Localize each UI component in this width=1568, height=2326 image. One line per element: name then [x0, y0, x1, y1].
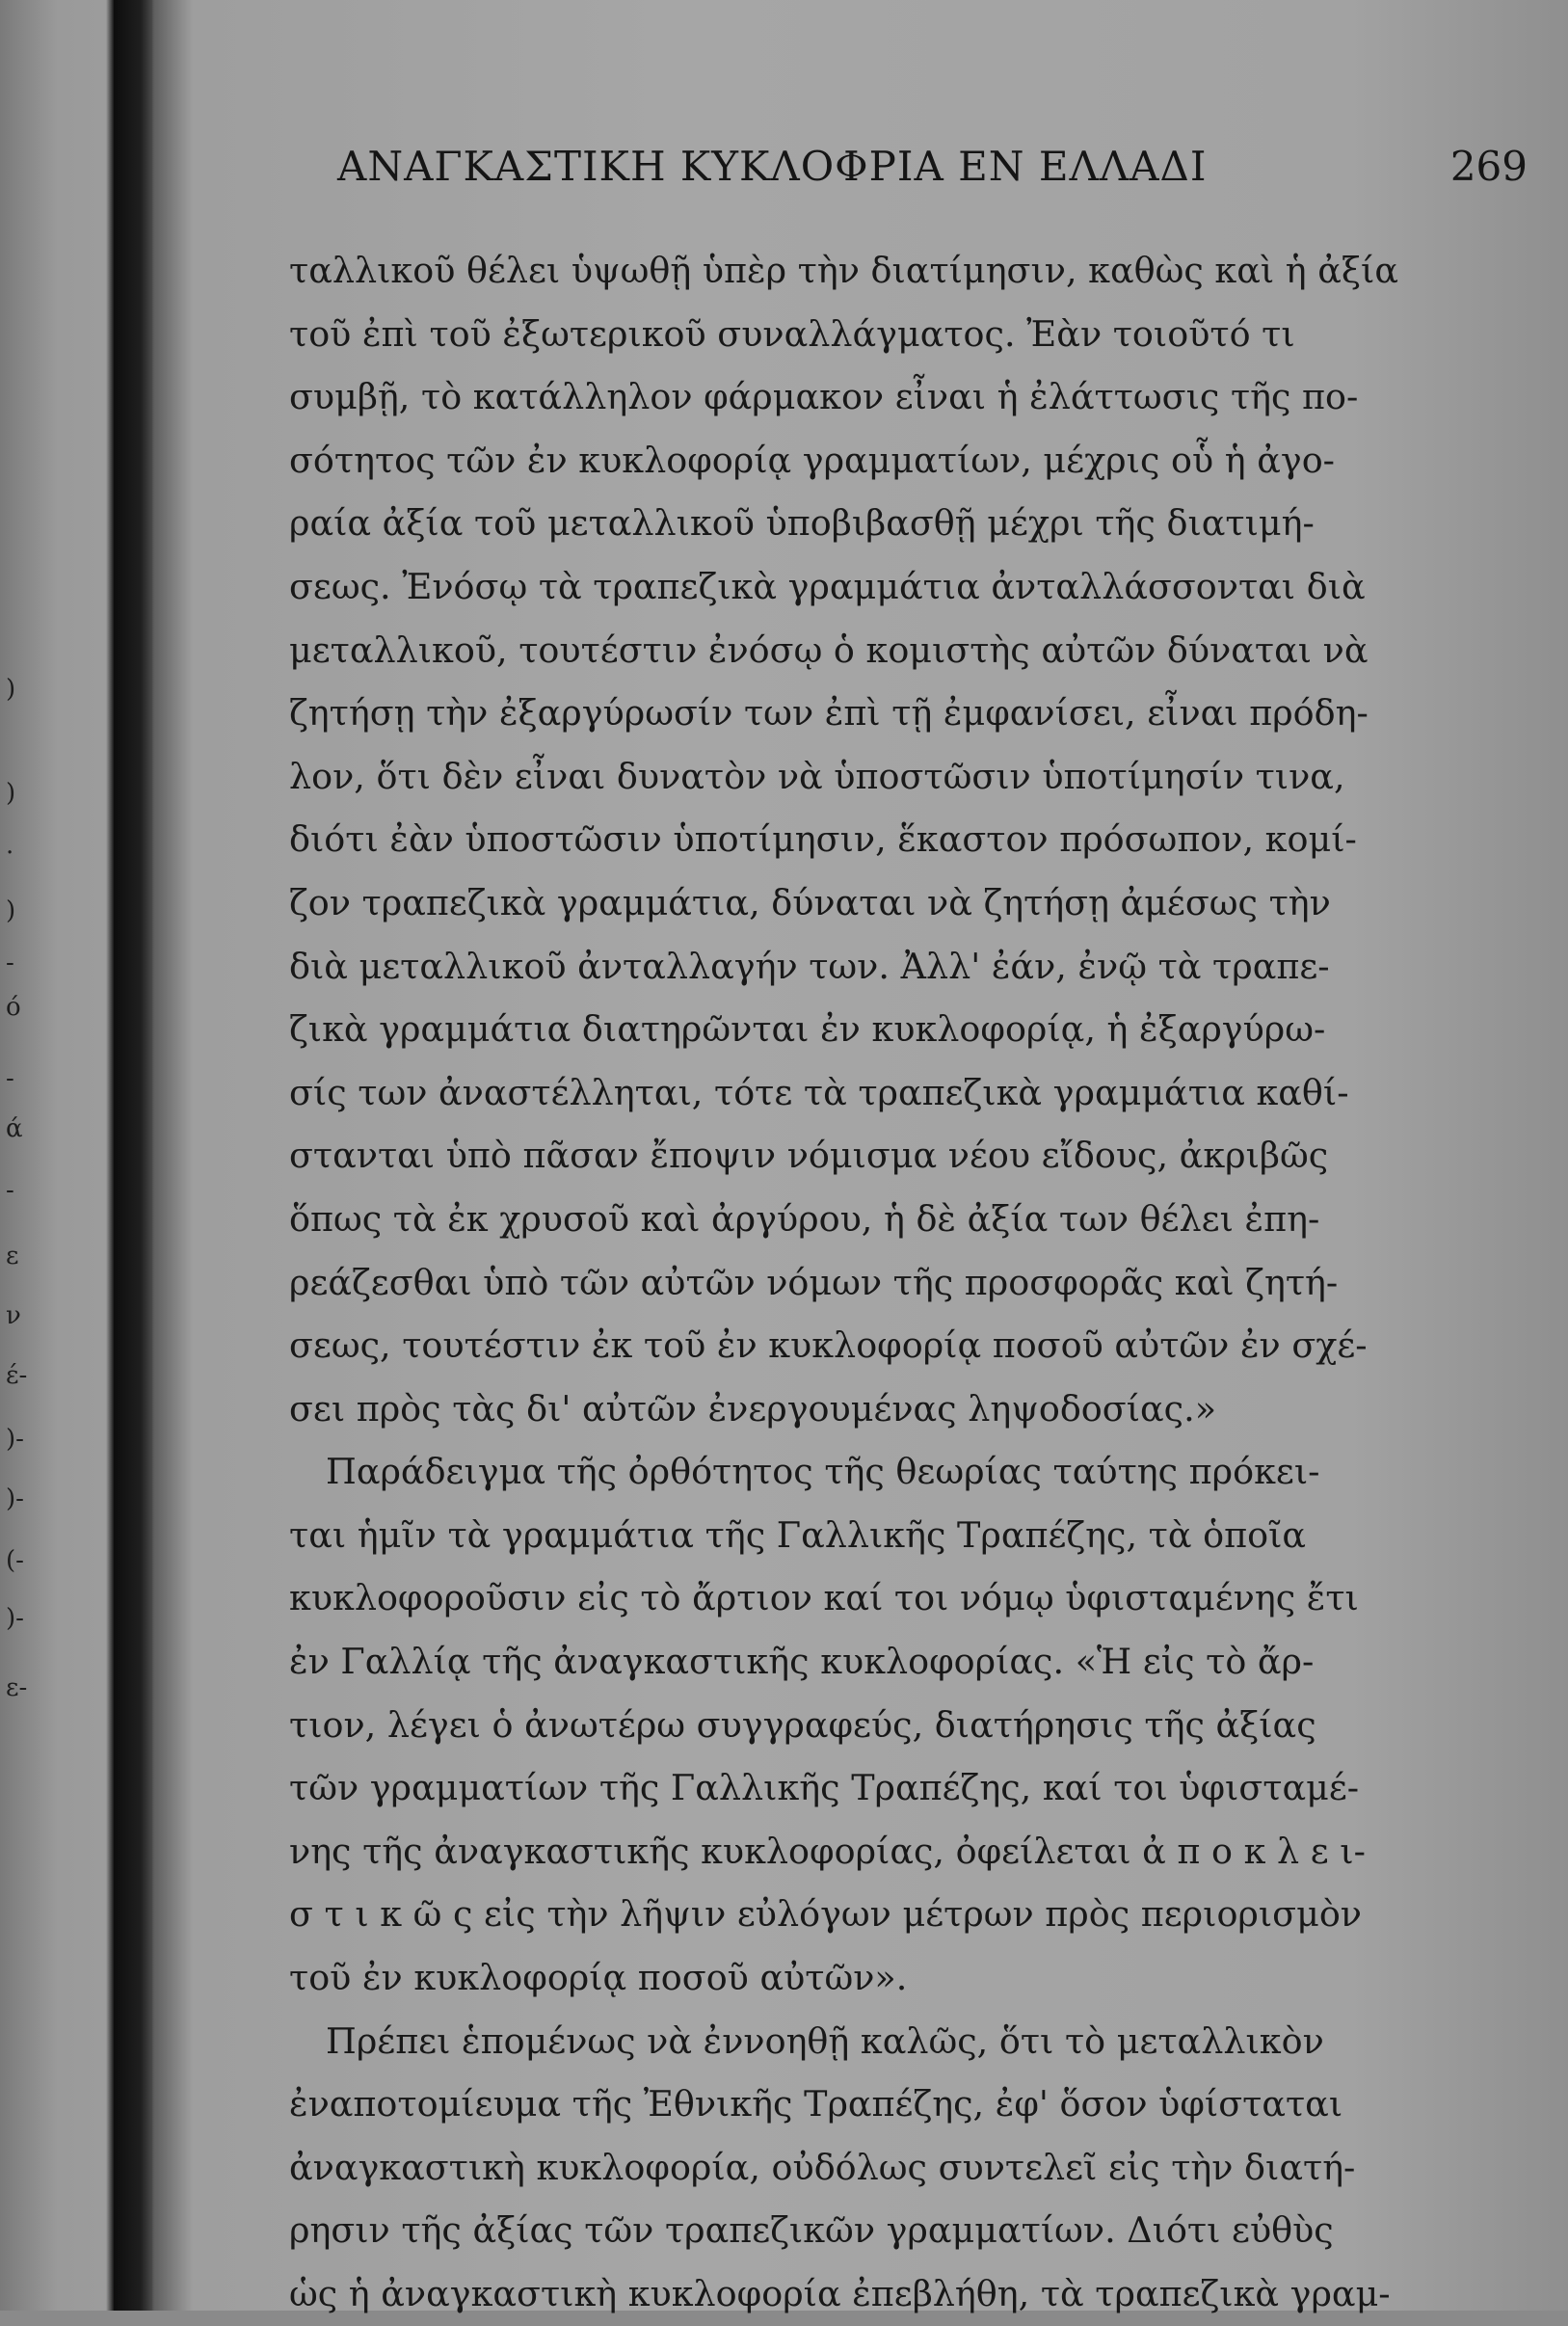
text-line: τοῦ ἐπὶ τοῦ ἐξωτερικοῦ συναλλάγματος. Ἐὰν τοιοῦτό τι [289, 312, 1295, 355]
text-line: ὡς ἡ ἀναγκαστικὴ κυκλοφορία ἐπεβλήθη, τὰ τραπεζικὰ γραμ- [289, 2273, 1391, 2314]
text-line: ται ἡμῖν τὰ γραμμάτια τῆς Γαλλικῆς Τραπέζης, τὰ ὁποῖα [289, 1513, 1307, 1556]
margin-fragment: ) [6, 896, 16, 925]
text-line: τοῦ ἐν κυκλοφορίᾳ ποσοῦ αὐτῶν». [289, 1957, 908, 1999]
margin-fragment: ε- [6, 1673, 28, 1702]
text-line: νης τῆς ἀναγκαστικῆς κυκλοφορίας, ὀφείλεται ἀ π ο κ λ ε ι- [289, 1830, 1366, 1872]
text-line: ζητήσῃ τὴν ἐξαργύρωσίν των ἐπὶ τῇ ἐμφανίσει, εἶναι πρόδη- [289, 692, 1369, 735]
text-line: σότητος τῶν ἐν κυκλοφορίᾳ γραμματίων, μέχρις οὗ ἡ ἀγο- [289, 439, 1336, 481]
body-text [289, 239, 1532, 2326]
page-header [337, 143, 1528, 210]
running-title: ΑΝΑΓΚΑΣΤΙΚΗ ΚΥΚΛΟΦΡΙΑ ΕΝ ΕΛΛΑΔΙ [337, 143, 1208, 190]
text-line: ταλλικοῦ θέλει ὑψωθῇ ὑπὲρ τὴν διατίμησιν, καθὼς καὶ ἡ ἀξία [289, 250, 1398, 291]
text-line: ρεάζεσθαι ὑπὸ τῶν αὐτῶν νόμων τῆς προσφορᾶς καὶ ζητή- [289, 1261, 1339, 1303]
book-page [193, 125, 1528, 2314]
text-line: ἐναποτομίευμα τῆς Ἐθνικῆς Τραπέζης, ἐφ' ὅσον ὑφίσταται [289, 2083, 1343, 2125]
text-line: σεως, τουτέστιν ἐκ τοῦ ἐν κυκλοφορίᾳ ποσοῦ αὐτῶν ἐν σχέ- [289, 1324, 1368, 1367]
margin-fragment: ) [6, 675, 16, 704]
margin-fragment: ε [6, 1242, 19, 1270]
text-line: μεταλλικοῦ, τουτέστιν ἐνόσῳ ὁ κομιστὴς αὐτῶν δύναται νὰ [289, 628, 1369, 671]
text-line: σει πρὸς τὰς δι' αὐτῶν ἐνεργουμένας ληψοδοσίας.» [289, 1387, 1217, 1430]
paragraph-first-line: Πρέπει ἑπομένως νὰ ἐννοηθῇ καλῶς, ὅτι τὸ μεταλλικὸν [326, 2019, 1324, 2062]
text-line: ζον τραπεζικὰ γραμμάτια, δύναται νὰ ζητήσῃ ἀμέσως τὴν [289, 881, 1331, 923]
text-line: ἀναγκαστικὴ κυκλοφορία, οὐδόλως συντελεῖ εἰς τὴν διατή- [289, 2146, 1356, 2188]
text-line: ρησιν τῆς ἀξίας τῶν τραπεζικῶν γραμματίων. Διότι εὐθὺς [289, 2209, 1334, 2252]
text-line: τῶν γραμματίων τῆς Γαλλικῆς Τραπέζης, καί τοι ὑφισταμέ- [289, 1767, 1360, 1809]
text-line: ραία ἀξία τοῦ μεταλλικοῦ ὑποβιβασθῇ μέχρι τῆς διατιμή- [289, 502, 1315, 545]
page-number: 269 [1449, 143, 1528, 190]
text-line: διὰ μεταλλικοῦ ἀνταλλαγήν των. Ἀλλ' ἐάν, ἐνῷ τὰ τραπε- [289, 945, 1330, 987]
margin-fragment: ν [6, 1301, 21, 1330]
facing-page-edge [0, 0, 114, 2311]
text-line: λον, ὅτι δὲν εἶναι δυνατὸν νὰ ὑποστῶσιν ὑποτίμησίν τινα, [289, 755, 1345, 797]
text-line: σεως. Ἐνόσῳ τὰ τραπεζικὰ γραμμάτια ἀνταλλάσσονται διὰ [289, 565, 1366, 607]
text-line: τιον, λέγει ὁ ἀνωτέρω συγγραφεύς, διατήρησις τῆς ἀξίας [289, 1703, 1316, 1746]
margin-fragment: (- [6, 1546, 24, 1575]
text-line: συμβῇ, τὸ κατάλληλον φάρμακον εἶναι ἡ ἐλάττωσις τῆς πο- [289, 376, 1359, 418]
text-line: ζικὰ γραμμάτια διατηρῶνται ἐν κυκλοφορίᾳ, ἡ ἐξαργύρω- [289, 1008, 1326, 1051]
text-line: σίς των ἀναστέλληται, τότε τὰ τραπεζικὰ γραμμάτια καθί- [289, 1071, 1349, 1113]
text-line: διότι ἐὰν ὑποστῶσιν ὑποτίμησιν, ἕκαστον πρόσωπον, κομί- [289, 818, 1357, 861]
margin-fragment: )- [6, 1604, 24, 1633]
margin-fragment: ά [6, 1114, 23, 1143]
paragraph-first-line: Παράδειγμα τῆς ὀρθότητος τῆς θεωρίας ταύτης πρόκει- [326, 1451, 1320, 1493]
text-line: σ τ ι κ ῶ ς εἰς τὴν λῆψιν εὐλόγων μέτρων πρὸς περιορισμὸν [289, 1893, 1362, 1936]
margin-fragment: ) [6, 779, 16, 808]
margin-fragment: )- [6, 1484, 24, 1513]
margin-fragment: - [6, 1176, 14, 1205]
text-line: ἐν Γαλλίᾳ τῆς ἀναγκαστικῆς κυκλοφορίας. «Ἡ εἰς τὸ ἄρ- [289, 1641, 1315, 1683]
text-line: στανται ὑπὸ πᾶσαν ἔποψιν νόμισμα νέου εἴδους, ἀκριβῶς [289, 1135, 1329, 1177]
margin-fragment: ό [6, 993, 21, 1022]
text-line: κυκλοφοροῦσιν εἰς τὸ ἄρτιον καί τοι νόμῳ ὑφισταμένης ἔτι [289, 1577, 1359, 1619]
margin-fragment: . [6, 831, 14, 860]
margin-fragment: - [6, 1064, 14, 1093]
text-line: ὅπως τὰ ἐκ χρυσοῦ καὶ ἀργύρου, ἡ δὲ ἀξία των θέλει ἐπη- [289, 1197, 1320, 1240]
margin-fragment: - [6, 949, 14, 977]
margin-fragment: )- [6, 1425, 24, 1454]
book-gutter [114, 0, 152, 2311]
margin-fragment: έ- [6, 1361, 28, 1390]
